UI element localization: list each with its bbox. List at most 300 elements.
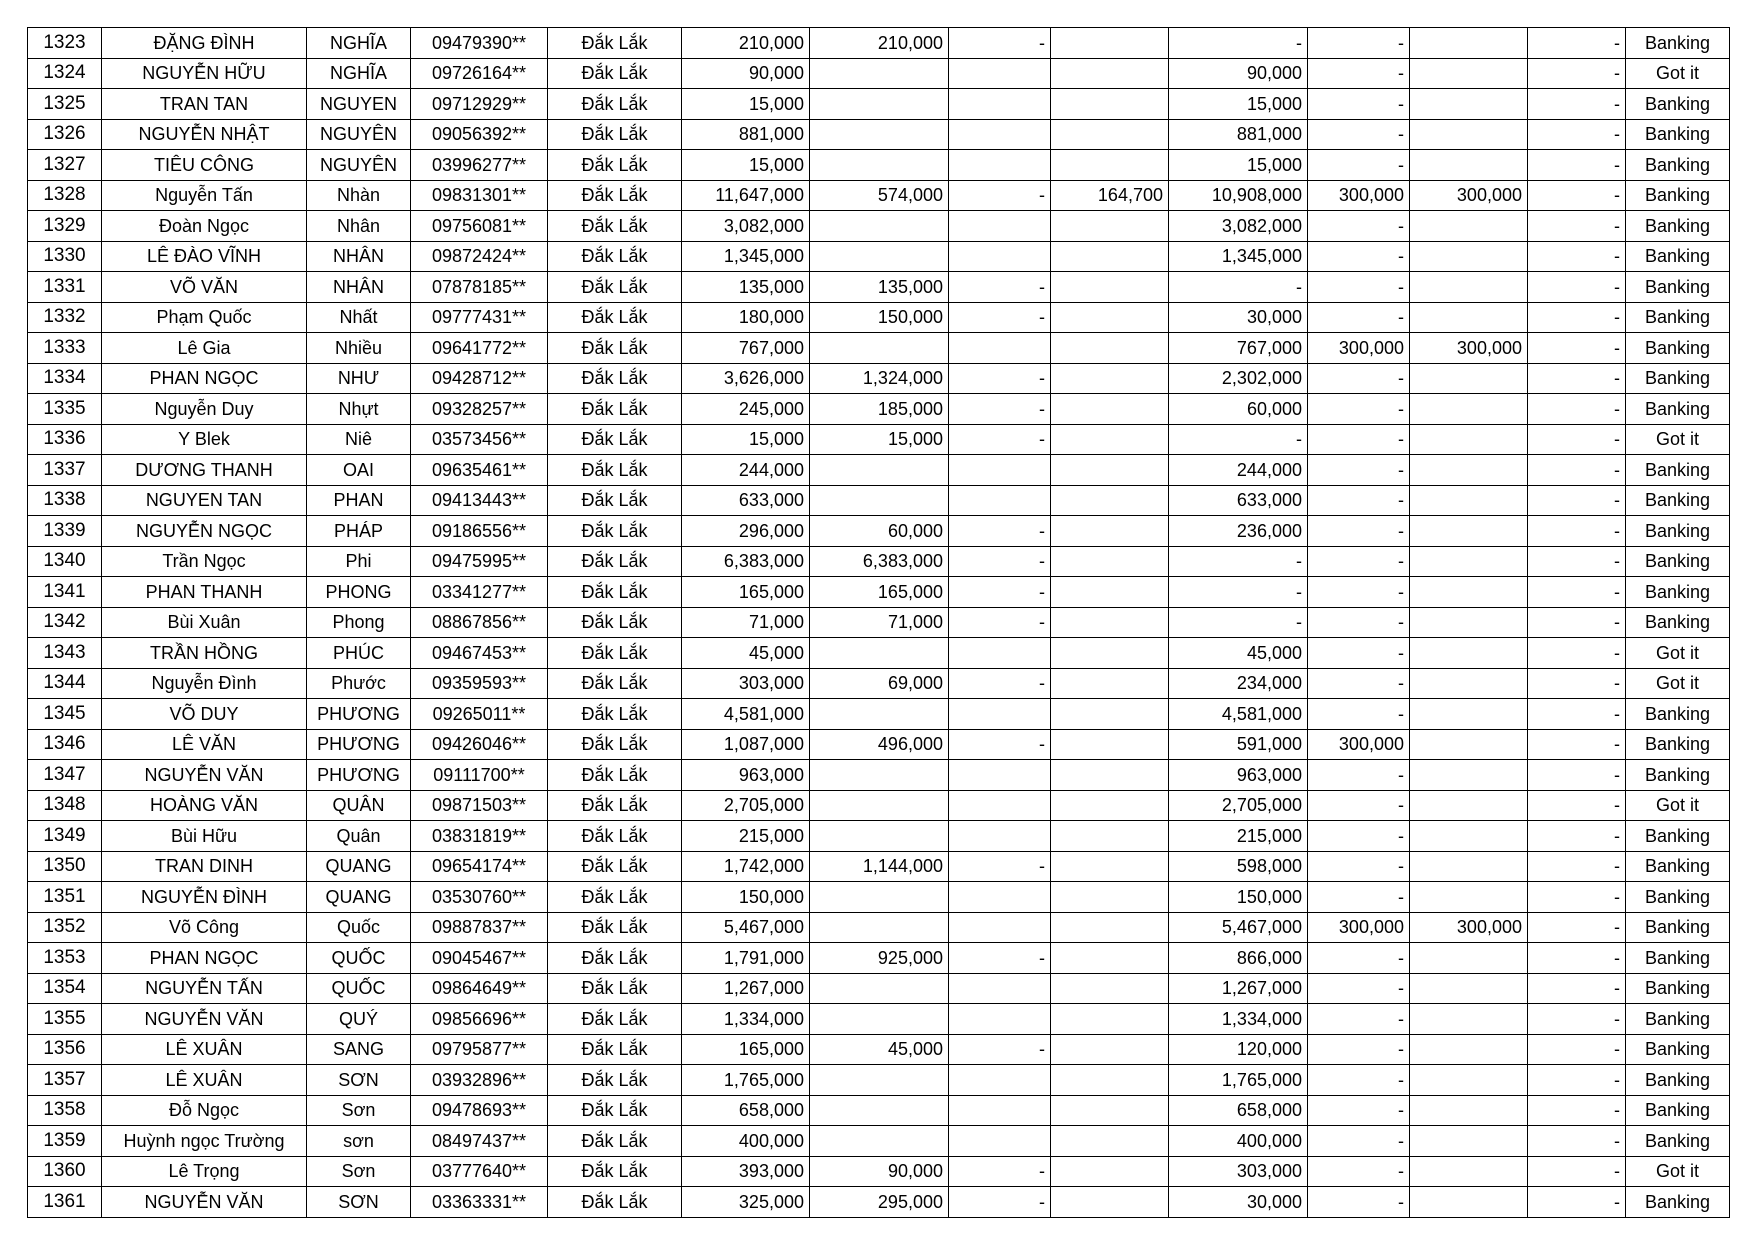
surname-cell: Bùi Hữu [102, 821, 307, 852]
amount-a-cell [810, 973, 949, 1004]
amount-b-cell [1051, 607, 1169, 638]
given-name-cell: Phước [307, 668, 411, 699]
amount-d-cell: - [1308, 699, 1410, 730]
amount-d-cell: - [1308, 1156, 1410, 1187]
amount-c-cell: 150,000 [1169, 882, 1308, 913]
stt-cell: 1350 [28, 851, 102, 882]
amount-b-cell [1051, 882, 1169, 913]
amount-a-cell [810, 211, 949, 242]
amount-d-cell: - [1308, 424, 1410, 455]
province-cell: Đắk Lắk [548, 607, 682, 638]
amount-e-cell [1410, 973, 1528, 1004]
amount-b-cell [1051, 790, 1169, 821]
amount-b-cell [1051, 89, 1169, 120]
dash-b-cell: - [1528, 638, 1626, 669]
amount-c-cell: 2,705,000 [1169, 790, 1308, 821]
amount-a-cell [810, 58, 949, 89]
amount-b-cell [1051, 424, 1169, 455]
surname-cell: Lê Gia [102, 333, 307, 364]
amount-a-cell [810, 760, 949, 791]
total-cell: 767,000 [682, 333, 810, 364]
amount-c-cell: 120,000 [1169, 1034, 1308, 1065]
phone-cell: 09654174** [411, 851, 548, 882]
amount-b-cell [1051, 760, 1169, 791]
amount-b-cell [1051, 119, 1169, 150]
province-cell: Đắk Lắk [548, 973, 682, 1004]
stt-cell: 1340 [28, 546, 102, 577]
amount-d-cell: - [1308, 607, 1410, 638]
total-cell: 1,345,000 [682, 241, 810, 272]
amount-a-cell [810, 638, 949, 669]
amount-c-cell: 30,000 [1169, 302, 1308, 333]
table-row [28, 119, 1730, 150]
province-cell: Đắk Lắk [548, 668, 682, 699]
province-cell: Đắk Lắk [548, 485, 682, 516]
amount-d-cell: - [1308, 638, 1410, 669]
table-row [28, 1126, 1730, 1157]
given-name-cell: SƠN [307, 1065, 411, 1096]
total-cell: 1,087,000 [682, 729, 810, 760]
stt-cell: 1344 [28, 668, 102, 699]
amount-e-cell [1410, 89, 1528, 120]
method-cell: Banking [1626, 973, 1730, 1004]
table-row [28, 180, 1730, 211]
amount-d-cell: - [1308, 1034, 1410, 1065]
amount-a-cell: 15,000 [810, 424, 949, 455]
amount-b-cell [1051, 577, 1169, 608]
phone-cell: 03777640** [411, 1156, 548, 1187]
stt-cell: 1328 [28, 180, 102, 211]
table-row [28, 546, 1730, 577]
method-cell: Banking [1626, 1065, 1730, 1096]
amount-c-cell: 215,000 [1169, 821, 1308, 852]
amount-c-cell: 400,000 [1169, 1126, 1308, 1157]
stt-cell: 1355 [28, 1004, 102, 1035]
amount-d-cell: - [1308, 485, 1410, 516]
dash-b-cell: - [1528, 851, 1626, 882]
dash-a-cell [949, 241, 1051, 272]
amount-b-cell [1051, 699, 1169, 730]
dash-b-cell: - [1528, 546, 1626, 577]
phone-cell: 03573456** [411, 424, 548, 455]
amount-b-cell [1051, 851, 1169, 882]
dash-b-cell: - [1528, 241, 1626, 272]
amount-d-cell: - [1308, 577, 1410, 608]
given-name-cell: NGHĨA [307, 28, 411, 59]
amount-c-cell: 1,267,000 [1169, 973, 1308, 1004]
amount-b-cell [1051, 58, 1169, 89]
amount-e-cell [1410, 485, 1528, 516]
phone-cell: 09641772** [411, 333, 548, 364]
amount-a-cell [810, 455, 949, 486]
amount-b-cell [1051, 1095, 1169, 1126]
dash-a-cell: - [949, 668, 1051, 699]
table-row [28, 241, 1730, 272]
amount-e-cell [1410, 302, 1528, 333]
phone-cell: 09856696** [411, 1004, 548, 1035]
amount-c-cell: 45,000 [1169, 638, 1308, 669]
given-name-cell: Nhân [307, 211, 411, 242]
stt-cell: 1323 [28, 28, 102, 59]
table-row [28, 89, 1730, 120]
dash-a-cell: - [949, 28, 1051, 59]
amount-d-cell: - [1308, 943, 1410, 974]
stt-cell: 1349 [28, 821, 102, 852]
province-cell: Đắk Lắk [548, 119, 682, 150]
amount-e-cell [1410, 546, 1528, 577]
amount-d-cell: - [1308, 546, 1410, 577]
surname-cell: NGUYỄN VĂN [102, 1187, 307, 1218]
phone-cell: 03932896** [411, 1065, 548, 1096]
amount-e-cell [1410, 577, 1528, 608]
phone-cell: 09426046** [411, 729, 548, 760]
amount-e-cell [1410, 699, 1528, 730]
amount-b-cell [1051, 912, 1169, 943]
amount-c-cell: 90,000 [1169, 58, 1308, 89]
phone-cell: 09265011** [411, 699, 548, 730]
dash-a-cell [949, 912, 1051, 943]
province-cell: Đắk Lắk [548, 363, 682, 394]
table-row [28, 272, 1730, 303]
given-name-cell: Nhựt [307, 394, 411, 425]
province-cell: Đắk Lắk [548, 577, 682, 608]
surname-cell: Nguyễn Duy [102, 394, 307, 425]
province-cell: Đắk Lắk [548, 1034, 682, 1065]
amount-d-cell: - [1308, 790, 1410, 821]
amount-b-cell [1051, 638, 1169, 669]
table-row [28, 1034, 1730, 1065]
province-cell: Đắk Lắk [548, 333, 682, 364]
surname-cell: DƯƠNG THANH [102, 455, 307, 486]
dash-b-cell: - [1528, 89, 1626, 120]
dash-b-cell: - [1528, 760, 1626, 791]
province-cell: Đắk Lắk [548, 729, 682, 760]
phone-cell: 09777431** [411, 302, 548, 333]
surname-cell: NGUYỄN NGỌC [102, 516, 307, 547]
amount-a-cell [810, 485, 949, 516]
method-cell: Banking [1626, 394, 1730, 425]
amount-b-cell [1051, 28, 1169, 59]
province-cell: Đắk Lắk [548, 302, 682, 333]
total-cell: 135,000 [682, 272, 810, 303]
amount-b-cell [1051, 150, 1169, 181]
total-cell: 1,742,000 [682, 851, 810, 882]
province-cell: Đắk Lắk [548, 1187, 682, 1218]
amount-c-cell: 1,765,000 [1169, 1065, 1308, 1096]
amount-a-cell [810, 882, 949, 913]
table-row [28, 516, 1730, 547]
province-cell: Đắk Lắk [548, 180, 682, 211]
table-row [28, 638, 1730, 669]
dash-b-cell: - [1528, 455, 1626, 486]
amount-a-cell [810, 150, 949, 181]
amount-d-cell: - [1308, 668, 1410, 699]
total-cell: 1,334,000 [682, 1004, 810, 1035]
surname-cell: TRAN DINH [102, 851, 307, 882]
phone-cell: 09726164** [411, 58, 548, 89]
dash-a-cell: - [949, 1034, 1051, 1065]
amount-e-cell [1410, 1065, 1528, 1096]
dash-a-cell [949, 1065, 1051, 1096]
amount-c-cell: 15,000 [1169, 150, 1308, 181]
dash-b-cell: - [1528, 943, 1626, 974]
dash-a-cell [949, 882, 1051, 913]
province-cell: Đắk Lắk [548, 760, 682, 791]
phone-cell: 09887837** [411, 912, 548, 943]
amount-c-cell: 15,000 [1169, 89, 1308, 120]
payment-table [27, 27, 1730, 1218]
dash-b-cell: - [1528, 1004, 1626, 1035]
amount-d-cell: - [1308, 1065, 1410, 1096]
surname-cell: Nguyễn Tấn [102, 180, 307, 211]
dash-a-cell: - [949, 394, 1051, 425]
stt-cell: 1347 [28, 760, 102, 791]
amount-d-cell: - [1308, 1187, 1410, 1218]
amount-d-cell: 300,000 [1308, 729, 1410, 760]
amount-d-cell: - [1308, 28, 1410, 59]
dash-b-cell: - [1528, 150, 1626, 181]
surname-cell: Đoàn Ngọc [102, 211, 307, 242]
table-row [28, 485, 1730, 516]
amount-d-cell: - [1308, 211, 1410, 242]
amount-e-cell: 300,000 [1410, 333, 1528, 364]
amount-b-cell [1051, 302, 1169, 333]
dash-a-cell [949, 150, 1051, 181]
amount-c-cell: 3,082,000 [1169, 211, 1308, 242]
dash-a-cell [949, 89, 1051, 120]
surname-cell: LÊ XUÂN [102, 1065, 307, 1096]
amount-e-cell [1410, 363, 1528, 394]
total-cell: 393,000 [682, 1156, 810, 1187]
amount-a-cell: 1,324,000 [810, 363, 949, 394]
amount-e-cell [1410, 455, 1528, 486]
dash-a-cell [949, 455, 1051, 486]
phone-cell: 09359593** [411, 668, 548, 699]
method-cell: Banking [1626, 1034, 1730, 1065]
amount-a-cell: 165,000 [810, 577, 949, 608]
surname-cell: LÊ VĂN [102, 729, 307, 760]
amount-c-cell: 4,581,000 [1169, 699, 1308, 730]
given-name-cell: Phong [307, 607, 411, 638]
amount-c-cell: 658,000 [1169, 1095, 1308, 1126]
amount-b-cell [1051, 211, 1169, 242]
surname-cell: NGUYỄN TẤN [102, 973, 307, 1004]
amount-a-cell [810, 912, 949, 943]
table-row [28, 668, 1730, 699]
dash-a-cell: - [949, 943, 1051, 974]
province-cell: Đắk Lắk [548, 699, 682, 730]
amount-b-cell [1051, 394, 1169, 425]
amount-e-cell [1410, 119, 1528, 150]
province-cell: Đắk Lắk [548, 882, 682, 913]
amount-b-cell [1051, 272, 1169, 303]
dash-a-cell [949, 1004, 1051, 1035]
total-cell: 15,000 [682, 150, 810, 181]
dash-b-cell: - [1528, 821, 1626, 852]
surname-cell: PHAN NGỌC [102, 363, 307, 394]
table-row [28, 943, 1730, 974]
amount-d-cell: - [1308, 394, 1410, 425]
amount-b-cell [1051, 333, 1169, 364]
dash-b-cell: - [1528, 973, 1626, 1004]
given-name-cell: PHÚC [307, 638, 411, 669]
phone-cell: 09328257** [411, 394, 548, 425]
phone-cell: 09056392** [411, 119, 548, 150]
amount-e-cell [1410, 1095, 1528, 1126]
amount-a-cell [810, 1126, 949, 1157]
method-cell: Got it [1626, 638, 1730, 669]
table-row [28, 912, 1730, 943]
amount-c-cell: 633,000 [1169, 485, 1308, 516]
table-row [28, 58, 1730, 89]
surname-cell: NGUYỄN VĂN [102, 1004, 307, 1035]
amount-c-cell: 2,302,000 [1169, 363, 1308, 394]
given-name-cell: QUÝ [307, 1004, 411, 1035]
dash-b-cell: - [1528, 28, 1626, 59]
given-name-cell: SƠN [307, 1187, 411, 1218]
amount-a-cell [810, 119, 949, 150]
dash-b-cell: - [1528, 485, 1626, 516]
table-row [28, 729, 1730, 760]
method-cell: Banking [1626, 760, 1730, 791]
province-cell: Đắk Lắk [548, 455, 682, 486]
dash-a-cell [949, 333, 1051, 364]
total-cell: 45,000 [682, 638, 810, 669]
amount-e-cell [1410, 729, 1528, 760]
total-cell: 2,705,000 [682, 790, 810, 821]
table-row [28, 699, 1730, 730]
dash-a-cell: - [949, 363, 1051, 394]
table-body [28, 28, 1730, 1218]
given-name-cell: QUANG [307, 851, 411, 882]
dash-b-cell: - [1528, 729, 1626, 760]
amount-b-cell [1051, 668, 1169, 699]
total-cell: 1,267,000 [682, 973, 810, 1004]
amount-e-cell [1410, 58, 1528, 89]
dash-b-cell: - [1528, 607, 1626, 638]
amount-d-cell: - [1308, 89, 1410, 120]
given-name-cell: NGUYÊN [307, 150, 411, 181]
stt-cell: 1357 [28, 1065, 102, 1096]
amount-d-cell: 300,000 [1308, 180, 1410, 211]
stt-cell: 1354 [28, 973, 102, 1004]
stt-cell: 1337 [28, 455, 102, 486]
stt-cell: 1324 [28, 58, 102, 89]
method-cell: Banking [1626, 150, 1730, 181]
phone-cell: 09111700** [411, 760, 548, 791]
amount-b-cell: 164,700 [1051, 180, 1169, 211]
amount-d-cell: 300,000 [1308, 912, 1410, 943]
stt-cell: 1351 [28, 882, 102, 913]
surname-cell: NGUYỄN VĂN [102, 760, 307, 791]
amount-a-cell [810, 333, 949, 364]
amount-d-cell: 300,000 [1308, 333, 1410, 364]
amount-d-cell: - [1308, 851, 1410, 882]
amount-e-cell [1410, 607, 1528, 638]
dash-b-cell: - [1528, 516, 1626, 547]
table-row [28, 455, 1730, 486]
method-cell: Banking [1626, 241, 1730, 272]
province-cell: Đắk Lắk [548, 89, 682, 120]
table-row [28, 394, 1730, 425]
phone-cell: 09635461** [411, 455, 548, 486]
given-name-cell: Phi [307, 546, 411, 577]
stt-cell: 1331 [28, 272, 102, 303]
surname-cell: Y Blek [102, 424, 307, 455]
total-cell: 15,000 [682, 424, 810, 455]
method-cell: Banking [1626, 180, 1730, 211]
table-row [28, 577, 1730, 608]
stt-cell: 1358 [28, 1095, 102, 1126]
method-cell: Banking [1626, 821, 1730, 852]
method-cell: Got it [1626, 790, 1730, 821]
method-cell: Banking [1626, 485, 1730, 516]
phone-cell: 03530760** [411, 882, 548, 913]
phone-cell: 09467453** [411, 638, 548, 669]
surname-cell: PHAN THANH [102, 577, 307, 608]
table-row [28, 851, 1730, 882]
phone-cell: 09831301** [411, 180, 548, 211]
method-cell: Banking [1626, 455, 1730, 486]
amount-c-cell: 866,000 [1169, 943, 1308, 974]
amount-b-cell [1051, 943, 1169, 974]
stt-cell: 1333 [28, 333, 102, 364]
phone-cell: 09428712** [411, 363, 548, 394]
amount-c-cell: 236,000 [1169, 516, 1308, 547]
province-cell: Đắk Lắk [548, 1065, 682, 1096]
amount-c-cell: 303,000 [1169, 1156, 1308, 1187]
total-cell: 3,082,000 [682, 211, 810, 242]
stt-cell: 1339 [28, 516, 102, 547]
dash-b-cell: - [1528, 1065, 1626, 1096]
amount-a-cell: 925,000 [810, 943, 949, 974]
method-cell: Banking [1626, 546, 1730, 577]
method-cell: Banking [1626, 272, 1730, 303]
surname-cell: Huỳnh ngọc Trường [102, 1126, 307, 1157]
given-name-cell: Nhàn [307, 180, 411, 211]
given-name-cell: PHƯƠNG [307, 729, 411, 760]
surname-cell: Lê Trọng [102, 1156, 307, 1187]
surname-cell: Trần Ngọc [102, 546, 307, 577]
amount-b-cell [1051, 1156, 1169, 1187]
amount-b-cell [1051, 1187, 1169, 1218]
phone-cell: 09864649** [411, 973, 548, 1004]
dash-a-cell [949, 638, 1051, 669]
amount-d-cell: - [1308, 1004, 1410, 1035]
given-name-cell: PHƯƠNG [307, 760, 411, 791]
dash-a-cell [949, 211, 1051, 242]
given-name-cell: Niê [307, 424, 411, 455]
surname-cell: HOÀNG VĂN [102, 790, 307, 821]
amount-e-cell [1410, 1187, 1528, 1218]
amount-d-cell: - [1308, 119, 1410, 150]
province-cell: Đắk Lắk [548, 1126, 682, 1157]
given-name-cell: sơn [307, 1126, 411, 1157]
dash-b-cell: - [1528, 668, 1626, 699]
amount-a-cell [810, 790, 949, 821]
method-cell: Banking [1626, 302, 1730, 333]
dash-b-cell: - [1528, 912, 1626, 943]
stt-cell: 1346 [28, 729, 102, 760]
dash-a-cell [949, 760, 1051, 791]
amount-c-cell: 234,000 [1169, 668, 1308, 699]
dash-a-cell [949, 1126, 1051, 1157]
amount-e-cell [1410, 821, 1528, 852]
dash-a-cell [949, 973, 1051, 1004]
given-name-cell: Quốc [307, 912, 411, 943]
amount-c-cell: 767,000 [1169, 333, 1308, 364]
method-cell: Banking [1626, 912, 1730, 943]
